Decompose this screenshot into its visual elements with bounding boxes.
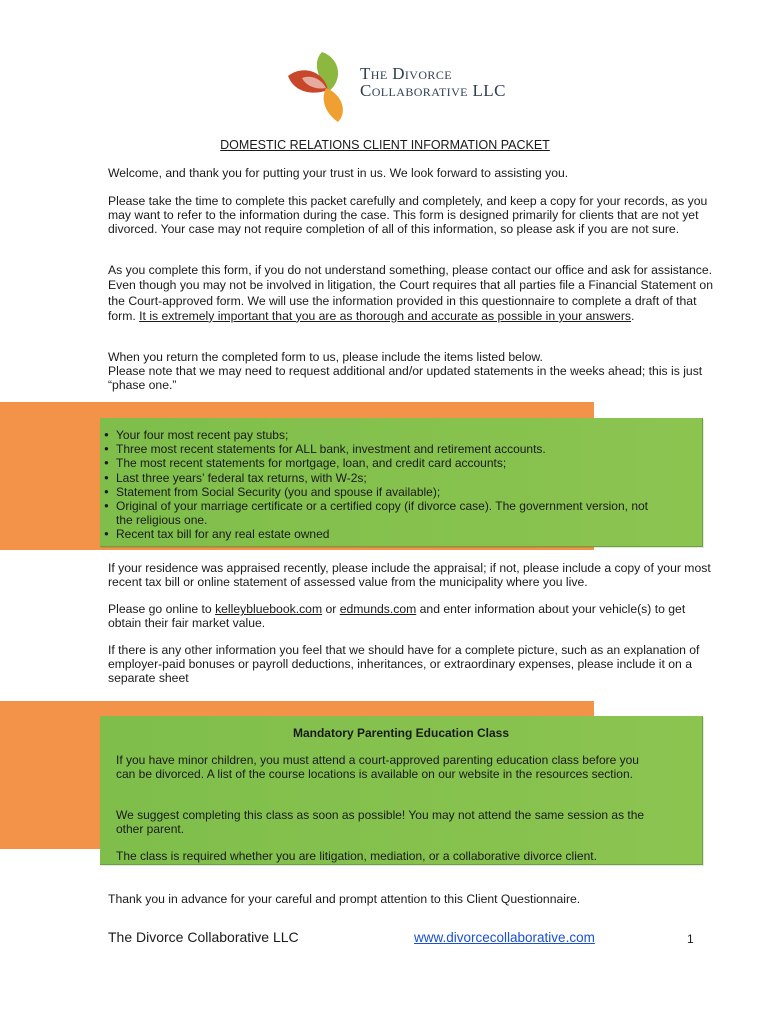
intro-paragraph-2 [108, 263, 720, 324]
footer-company: The Divorce Collaborative LLC [108, 929, 299, 945]
parenting-heading: Mandatory Parenting Education Class [292, 726, 510, 740]
intro-paragraph-2-text: As you complete this form, if you do not understand something, please contact our office and ask for assistance. Even though you may not be involved in litigation, the Court requires that all parties file a Financial Statement on the Court-approved form. We will use the information provided in this questionnaire to complete a draft of that form. [108, 263, 713, 323]
closing-text: Thank you in advance for your careful and prompt attention to this Client Questionnaire. [108, 892, 581, 906]
logo-line-1: The Divorce [360, 64, 452, 83]
logo-line-2: Collaborative LLC [360, 81, 506, 100]
intro-paragraph-2-emphasis: It is extremely important that you are as thorough and accurate as possible in your answers [139, 308, 631, 323]
parenting-paragraph-2: We suggest completing this class as soon as possible! You may not attend the same session as the other parent. [116, 808, 645, 837]
vehicle-text-pre: Please go online to [108, 602, 216, 616]
checklist-box [100, 418, 703, 547]
parenting-paragraph-1: If you have minor children, you must attend a court-approved parenting education class before you can be divorced. A list of the course locations is available on our website in the resources section. [116, 753, 639, 782]
list-item: ● The most recent statements for mortgage, loan, and credit card accounts; [104, 456, 664, 470]
list-item: ● Recent tax bill for any real estate owned [104, 527, 664, 541]
footer-website-link[interactable]: www.divorcecollaborative.com [414, 930, 595, 945]
required-items-list [104, 428, 664, 542]
edmunds-link[interactable]: edmunds.com [339, 602, 417, 616]
page-number: 1 [687, 932, 694, 946]
intro-paragraph-1: Please take the time to complete this packet carefully and completely, and keep a copy for your records, as you may want to refer to the information during the case. This form is designed primarily for clients that are not yet divorced. Your case may not require completion of all of this information, so please ask if you are not sure. [108, 194, 708, 237]
vehicle-text-post: and enter information about your vehicle(s) to get obtain their fair market value. [108, 602, 686, 631]
welcome-text: Welcome, and thank you for putting your trust in us. We look forward to assisting you. [108, 166, 569, 180]
company-logo [282, 48, 532, 124]
list-item: ● Three most recent statements for ALL bank, investment and retirement accounts. [104, 442, 664, 456]
parenting-paragraph-3: The class is required whether you are litigation, mediation, or a collaborative divorce client. [116, 849, 597, 863]
kelleybluebook-link[interactable]: kelleybluebook.com [215, 602, 323, 616]
list-item: ● Original of your marriage certificate or a certified copy (if divorce case). The government version, not the religious one. [104, 499, 664, 527]
intro-paragraph-2-end: . [630, 308, 635, 323]
list-item: ● Last three years’ federal tax returns, with W-2s; [104, 471, 664, 485]
residence-paragraph: If your residence was appraised recently, please include the appraisal; if not, please include a copy of your most recent tax bill or online statement of assessed value from the municipality where you live. [108, 561, 711, 590]
page-title: DOMESTIC RELATIONS CLIENT INFORMATION PACKET [220, 138, 550, 152]
list-item: ● Statement from Social Security (you and spouse if available); [104, 485, 664, 499]
list-item: ● Your four most recent pay stubs; [104, 428, 664, 442]
other-info-paragraph: If there is any other information you feel that we should have for a complete picture, such as an explanation of employer-paid bonuses or payroll deductions, inheritances, or extraordinary expenses, please include it on a separate sheet [108, 643, 700, 686]
vehicle-paragraph [108, 602, 720, 630]
parenting-box [100, 716, 703, 865]
return-items-line-2: Please note that we may need to request additional and/or updated statements in the weeks ahead; this is just “phase one.” [108, 364, 703, 393]
return-items-line-1: When you return the completed form to us, please include the items listed below. [108, 350, 543, 364]
triquetra-logo-icon [282, 48, 356, 124]
vehicle-text-mid: or [322, 602, 340, 616]
